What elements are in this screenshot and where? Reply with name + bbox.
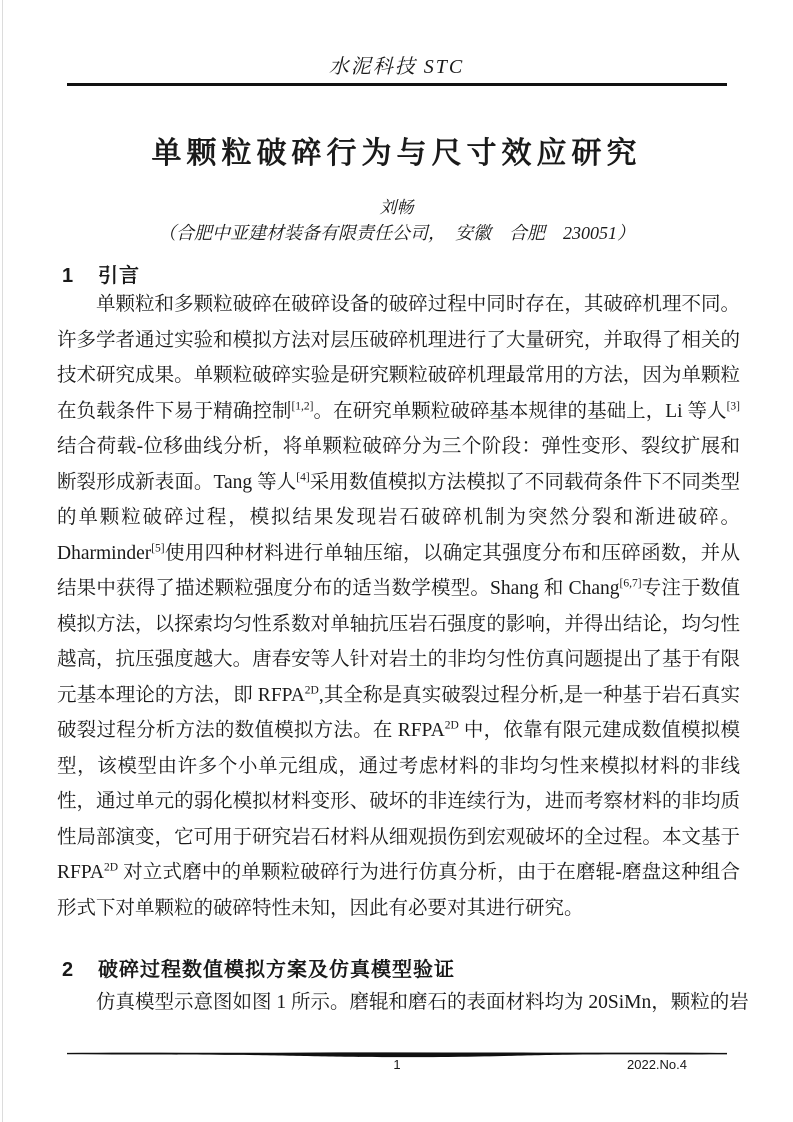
- page-title: 单颗粒破碎行为与尺寸效应研究: [151, 137, 642, 170]
- journal-name: 水泥科技 STC: [328, 56, 465, 78]
- section-1-heading: [57, 259, 140, 288]
- section-2-heading: [57, 953, 455, 982]
- section-1-title: 引言: [98, 265, 140, 287]
- page-footer: [67, 1057, 727, 1075]
- section-2-number: 2: [62, 959, 74, 981]
- intro-paragraph: 单颗粒和多颗粒破碎在破碎设备的破碎过程中同时存在，其破碎机理不同。许多学者通过实验和模拟方法对层压破碎机理进行了大量研究，并取得了相关的技术研究成果。单颗粒破碎实验是研究颗粒破碎机理最常用的方法，因为单颗粒在负载条件下易于精确控制[1,2]。在研究单颗粒破碎基本规律的基础上，Li 等人[3]结合荷载-位移曲线分析，将单颗粒破碎分为三个阶段：弹性变形、裂纹扩展和断裂形成新表面。Tang 等人[4]采用数值模拟方法模拟了不同载荷条件下不同类型的单颗粒破碎过程，模拟结果发现岩石破碎机制为突然分裂和渐进破碎。Dharminder[5]使用四种材料进行单轴压缩，以确定其强度分布和压碎函数，并从结果中获得了描述颗粒强度分布的适当数学模型。Shang 和 Chang[6,7]专注于数值模拟方法，以探索均匀性系数对单轴抗压岩石强度的影响，并得出结论，均匀性越高，抗压强度越大。唐春安等人针对岩土的非均匀性仿真问题提出了基于有限元基本理论的方法，即 $RFPA^{2D}$,其全称是真实破裂过程分析,是一种基于岩石真实破裂过程分析方法的数值模拟方法。在 $RFPA^{2D}$ 中，依靠有限元建成数值模拟模型，该模型由许多个小单元组成，通过考虑材料的非均匀性来模拟材料的非线性，通过单元的弱化模拟材料变形、破坏的非连续行为，进而考察材料的非均质性局部演变，它可用于研究岩石材料从细观损伤到宏观破坏的全过程。本文基于 $RFPA^{2D}$ 对立式磨中的单颗粒破碎行为进行仿真分析，由于在磨辊-磨盘这种组合形式下对单颗粒的破碎特性未知，因此有必要对其进行研究。: [57, 294, 740, 919]
- page-number: 1: [393, 1057, 401, 1072]
- section-2-title: 破碎过程数值模拟方案及仿真模型验证: [98, 959, 455, 981]
- section-1-number: 1: [62, 265, 74, 287]
- issue-number: 2022.No.4: [627, 1057, 687, 1072]
- author-name: 刘畅: [379, 198, 414, 217]
- author-affiliation: （合肥中亚建材装备有限责任公司， 安徽 合肥 230051）: [158, 223, 635, 243]
- simulation-paragraph: 仿真模型示意图如图 1 所示。磨辊和磨石的表面材料均为 20SiMn，颗粒的岩: [96, 992, 749, 1013]
- header-rule: [67, 83, 727, 86]
